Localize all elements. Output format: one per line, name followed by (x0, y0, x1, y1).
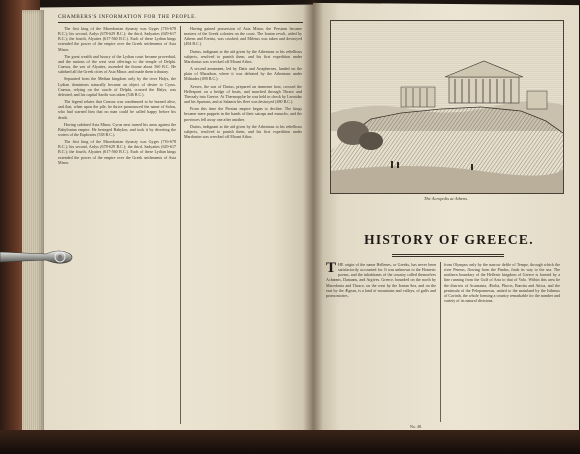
running-head (58, 14, 303, 20)
book-cover-bottom (0, 430, 580, 454)
intro-text: HE origin of the name Hellenes, or Greeks, has never been satisfactorily accounted for. It was unknown to the Homeric poems, and the inhabitants of the country called themselves Achæans, Danaans, and Argives. Greece, bounded on the north by Macedonia and Thrace, on the west by the Ionian Sea, and on the east by the Ægean, is a land of mountains and valleys, of gulfs and promontories. (326, 262, 436, 298)
book-gutter (303, 0, 323, 440)
right-page-column-2 (444, 262, 560, 422)
engraving-illustration (331, 21, 563, 193)
column-rule (180, 26, 181, 424)
right-page-column-1 (326, 262, 436, 422)
engraving-caption: The Acropolis at Athens. (423, 196, 469, 201)
paragraph: The great wealth and luxury of the Lydian court became proverbial, and the nations of the west sent offerings to the temple of Delphi. Crœsus, the son of Alyattes, ascended the throne about 560 B.C. He subdued all the Greek cities of Asia Minor, and made them tributary. (58, 53, 176, 75)
drop-cap: T (326, 262, 337, 276)
running-head-title: CHAMBERS'S INFORMATION FOR THE PEOPLE. (58, 14, 197, 20)
paragraph: Separated from the Median kingdom only by the river Halys, the Lydian dominions naturally became an object of desire to Cyrus. Crœsus, relying on the oracle of Delphi, crossed the Halys, was defeated, and his capital Sardis was taken (546 B.C.). (58, 76, 176, 97)
title-rule (392, 256, 504, 257)
left-page-column-2 (184, 26, 302, 424)
acropolis-engraving (330, 20, 564, 194)
paragraph: From this time the Persian empire began to decline. The kings became mere puppets in the hands of their satraps and eunuchs, and the provinces fell away one after another. (184, 106, 302, 122)
silver-bookmark-clasp (0, 246, 74, 268)
header-rule (58, 22, 303, 23)
paragraph: Xerxes, the son of Darius, prepared an immense host, crossed the Hellespont on a bridge of boats, and marched through Thrace and Thessaly into Greece. At Thermopylæ he was held in check by Leonidas and his Spartans, and at Salamis his fleet was destroyed (480 B.C.). (184, 83, 302, 105)
column-rule (440, 262, 441, 422)
section-title: HISTORY OF GREECE. (364, 232, 534, 247)
column-text: from Olympus only by the narrow defile of Tempe, through which the river Peneus, flowing from the Pindus, finds its way to the sea. The northern boundary of the Hellenic kingdom of Greece is formed by a line running from the Gulf of Arta to that of Volo. Within this area lie the districts of Acarnania, Ætolia, Phocis, Bœotia and Attica, and the peninsula of the Peloponnesus, united to the mainland by the Isthmus of Corinth, the whole forming a country remarkable for the number and variety of its natural divisions. (444, 262, 560, 304)
paragraph: The legend relates that Crœsus was condemned to be burned alive, and that, when upon the pile, he thrice pronounced the name of Solon, who had warned him that no man could be called happy before his death. (58, 99, 176, 120)
page-number: No. 48. (410, 424, 422, 429)
paragraph: Having subdued Asia Minor, Cyrus next turned his arms against the Babylonian empire. He besieged Babylon, and took it by diverting the waters of the Euphrates (538 B.C.). (58, 121, 176, 137)
title-rule (392, 254, 504, 255)
left-page-column-1 (58, 26, 176, 424)
page-edges (22, 10, 44, 435)
paragraph: Darius, indignant at the aid given by the Athenians to his rebellious subjects, resolved to punish them, and his first expedition under Mardonius was wrecked off Mount Athos. (184, 123, 302, 139)
paragraph: Darius, indignant at the aid given by the Athenians to his rebellious subjects, resolved to punish them, and his first expedition under Mardonius was wrecked off Mount Athos. (184, 48, 302, 64)
paragraph: The first king of the Macedonian dynasty was Gyges (716-678 B.C.); his second, Ardys (678-629 B.C.); the third, Sadyattes (629-617 B.C.); the fourth, Alyattes (617-560 B.C.). Each of these Lydian kings extended the power of the empire over the Greek settlements of Asia Minor. (58, 139, 176, 165)
paragraph: Having gained possession of Asia Minor, the Persians became masters of the Greek colonies on the coast. The Ionian revolt, aided by Athens and Eretria, was crushed, and Miletus was taken and destroyed (494 B.C.). (184, 26, 302, 47)
paragraph: A second armament, led by Datis and Artaphernes, landed on the plain of Marathon, where it was defeated by the Athenians under Miltiades (490 B.C.). (184, 66, 302, 82)
paragraph: The first king of the Macedonian dynasty was Gyges (716-678 B.C.); his second, Ardys (678-629 B.C.); the third, Sadyattes (629-617 B.C.); the fourth, Alyattes (617-560 B.C.). Each of these Lydian kings extended the power of the empire over the Greek settlements of Asia Minor. (58, 26, 176, 52)
